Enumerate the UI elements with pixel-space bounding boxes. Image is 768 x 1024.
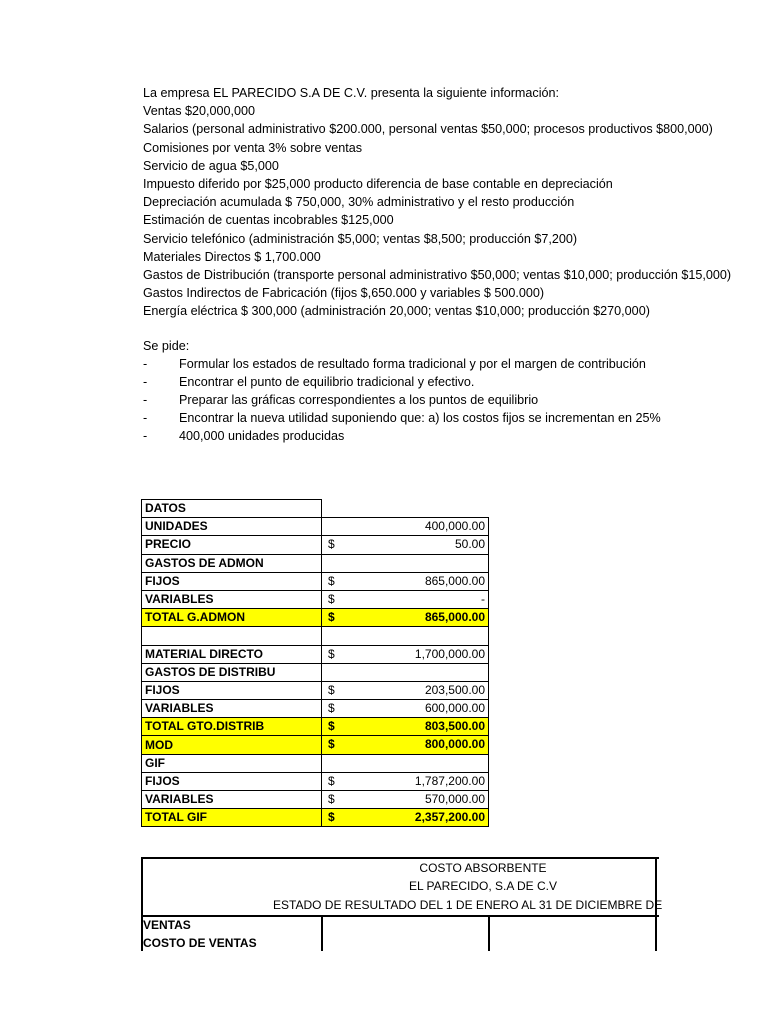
amount: 203,500.00	[424, 682, 485, 697]
table-row	[142, 681, 489, 699]
row-value	[322, 572, 489, 590]
currency-symbol: $	[328, 737, 335, 752]
company-name: EL PARECIDO, S.A DE C.V	[408, 879, 558, 893]
row-value	[322, 718, 489, 736]
row-label: TOTAL GTO.DISTRIB	[142, 718, 322, 736]
table-row	[142, 518, 489, 536]
row-value	[322, 645, 489, 663]
task-item	[143, 409, 661, 427]
row-value	[322, 536, 489, 554]
table-row	[142, 754, 489, 772]
amount: 1,787,200.00	[414, 773, 485, 788]
intro-line: Ventas $20,000,000	[143, 104, 256, 119]
column-divider	[321, 915, 323, 951]
task-text: Formular los estados de resultado forma tradicional y por el margen de contribución	[179, 357, 646, 371]
row-value	[322, 681, 489, 699]
row-value	[322, 791, 489, 809]
amount: 50.00	[454, 537, 485, 552]
row-label: GASTOS DE ADMON	[142, 554, 322, 572]
table-row	[142, 572, 489, 590]
row-label: GASTOS DE DISTRIBU	[142, 663, 322, 681]
currency-symbol: $	[328, 591, 335, 606]
intro-line: Servicio telefónico (administración $5,000; ventas $8,500; producción $7,200)	[143, 231, 578, 246]
amount: -	[481, 591, 485, 606]
intro-line: Gastos Indirectos de Fabricación (fijos $,650.000 y variables $ 500.000)	[143, 286, 545, 301]
intro-line: La empresa EL PARECIDO S.A DE C.V. presenta la siguiente información:	[143, 86, 560, 100]
amount: 865,000.00	[424, 610, 485, 625]
column-divider	[655, 859, 657, 951]
currency-symbol: $	[328, 810, 335, 825]
row-label: TOTAL GIF	[142, 809, 322, 827]
dash-marker: -	[143, 357, 148, 371]
table-row	[142, 609, 489, 627]
row-label: DATOS	[142, 500, 322, 518]
intro-line: Salarios (personal administrativo $200.000, personal ventas $50,000; procesos productivos $800,000)	[143, 122, 713, 137]
row-value	[322, 754, 489, 772]
amount: 2,357,200.00	[414, 810, 485, 825]
task-item	[143, 355, 658, 373]
se-pide-header: Se pide:	[143, 339, 190, 353]
row-label: VARIABLES	[142, 700, 322, 718]
currency-symbol: $	[328, 773, 335, 788]
intro-line: Depreciación acumulada $ 750,000, 30% administrativo y el resto producción	[143, 195, 575, 210]
dash-marker: -	[143, 393, 148, 407]
row-value	[322, 736, 489, 754]
task-item	[143, 373, 658, 391]
row-label: FIJOS	[142, 572, 322, 590]
intro-line: Estimación de cuentas incobrables $125,000	[143, 213, 394, 228]
table-row	[142, 791, 489, 809]
table-row	[142, 736, 489, 754]
row-value	[322, 554, 489, 572]
amount: 1,700,000.00	[414, 646, 485, 661]
intro-line: Gastos de Distribución (transporte personal administrativo $50,000; ventas $10,000; producción $15,000)	[143, 267, 732, 282]
amount: 803,500.00	[424, 719, 485, 734]
row-value	[322, 809, 489, 827]
amount: 570,000.00	[424, 792, 485, 806]
table-row	[142, 645, 489, 663]
row-value	[322, 590, 489, 608]
table-row	[142, 554, 489, 572]
currency-symbol: $	[328, 701, 335, 716]
intro-line: Energía eléctrica $ 300,000 (administración 20,000; ventas $10,000; producción $270,000)	[143, 304, 650, 319]
dash-marker: -	[143, 429, 148, 443]
row-value	[322, 663, 489, 681]
row-value	[322, 700, 489, 718]
row-costo-ventas: COSTO DE VENTAS	[143, 936, 257, 950]
currency-symbol: $	[328, 537, 335, 552]
row-value	[322, 500, 489, 518]
row-label	[142, 627, 322, 645]
table-row	[142, 627, 489, 645]
header-separator	[143, 915, 659, 917]
column-divider	[488, 915, 490, 951]
task-text: Encontrar la nueva utilidad suponiendo que: a) los costos fijos se incrementan en 25%	[179, 411, 661, 425]
dash-marker: -	[143, 375, 148, 389]
table-row	[142, 536, 489, 554]
intro-line: Materiales Directos $ 1,700.000	[143, 249, 321, 264]
amount: 865,000.00	[424, 573, 485, 588]
row-label: FIJOS	[142, 772, 322, 790]
table-row	[142, 700, 489, 718]
se-pide-block	[143, 337, 661, 445]
row-label: VARIABLES	[142, 590, 322, 608]
amount: 800,000.00	[424, 737, 485, 752]
table-row	[142, 663, 489, 681]
row-label: TOTAL G.ADMON	[142, 609, 322, 627]
costo-title: COSTO ABSORBENTE	[419, 861, 547, 875]
row-label: MOD	[142, 736, 322, 754]
intro-line: Impuesto diferido por $25,000 producto diferencia de base contable en depreciación	[143, 176, 613, 191]
row-value	[322, 627, 489, 645]
intro-line: Comisiones por venta 3% sobre ventas	[143, 140, 363, 155]
dash-marker: -	[143, 411, 148, 425]
amount: 400,000.00	[424, 519, 485, 534]
currency-symbol: $	[328, 610, 335, 625]
intro-block	[143, 84, 732, 320]
statement-title: ESTADO DE RESULTADO DEL 1 DE ENERO AL 31 DE DICIEMBRE DE	[273, 898, 663, 912]
table-row	[142, 772, 489, 790]
row-value	[322, 772, 489, 790]
currency-symbol: $	[328, 573, 335, 588]
row-value	[322, 609, 489, 627]
currency-symbol: $	[328, 719, 335, 734]
row-label: UNIDADES	[142, 518, 322, 536]
currency-symbol: $	[328, 792, 335, 806]
task-item	[143, 427, 658, 445]
amount: 600,000.00	[424, 701, 485, 716]
row-label: MATERIAL DIRECTO	[142, 645, 322, 663]
intro-line: Servicio de agua $5,000	[143, 158, 279, 173]
currency-symbol: $	[328, 646, 335, 661]
table-row	[142, 590, 489, 608]
task-item	[143, 391, 658, 409]
table-row	[142, 718, 489, 736]
task-text: Preparar las gráficas correspondientes a los puntos de equilibrio	[179, 393, 539, 407]
row-label: PRECIO	[142, 536, 322, 554]
datos-table	[141, 499, 489, 827]
row-label: FIJOS	[142, 681, 322, 699]
table-row	[142, 500, 489, 518]
row-value	[322, 518, 489, 536]
currency-symbol: $	[328, 682, 335, 697]
task-text: 400,000 unidades producidas	[179, 429, 345, 443]
costo-absorbente-block	[141, 857, 663, 951]
task-text: Encontrar el punto de equilibrio tradicional y efectivo.	[179, 375, 475, 389]
row-label: VARIABLES	[142, 791, 322, 809]
row-label: GIF	[142, 754, 322, 772]
row-ventas: VENTAS	[143, 918, 191, 932]
table-row	[142, 809, 489, 827]
